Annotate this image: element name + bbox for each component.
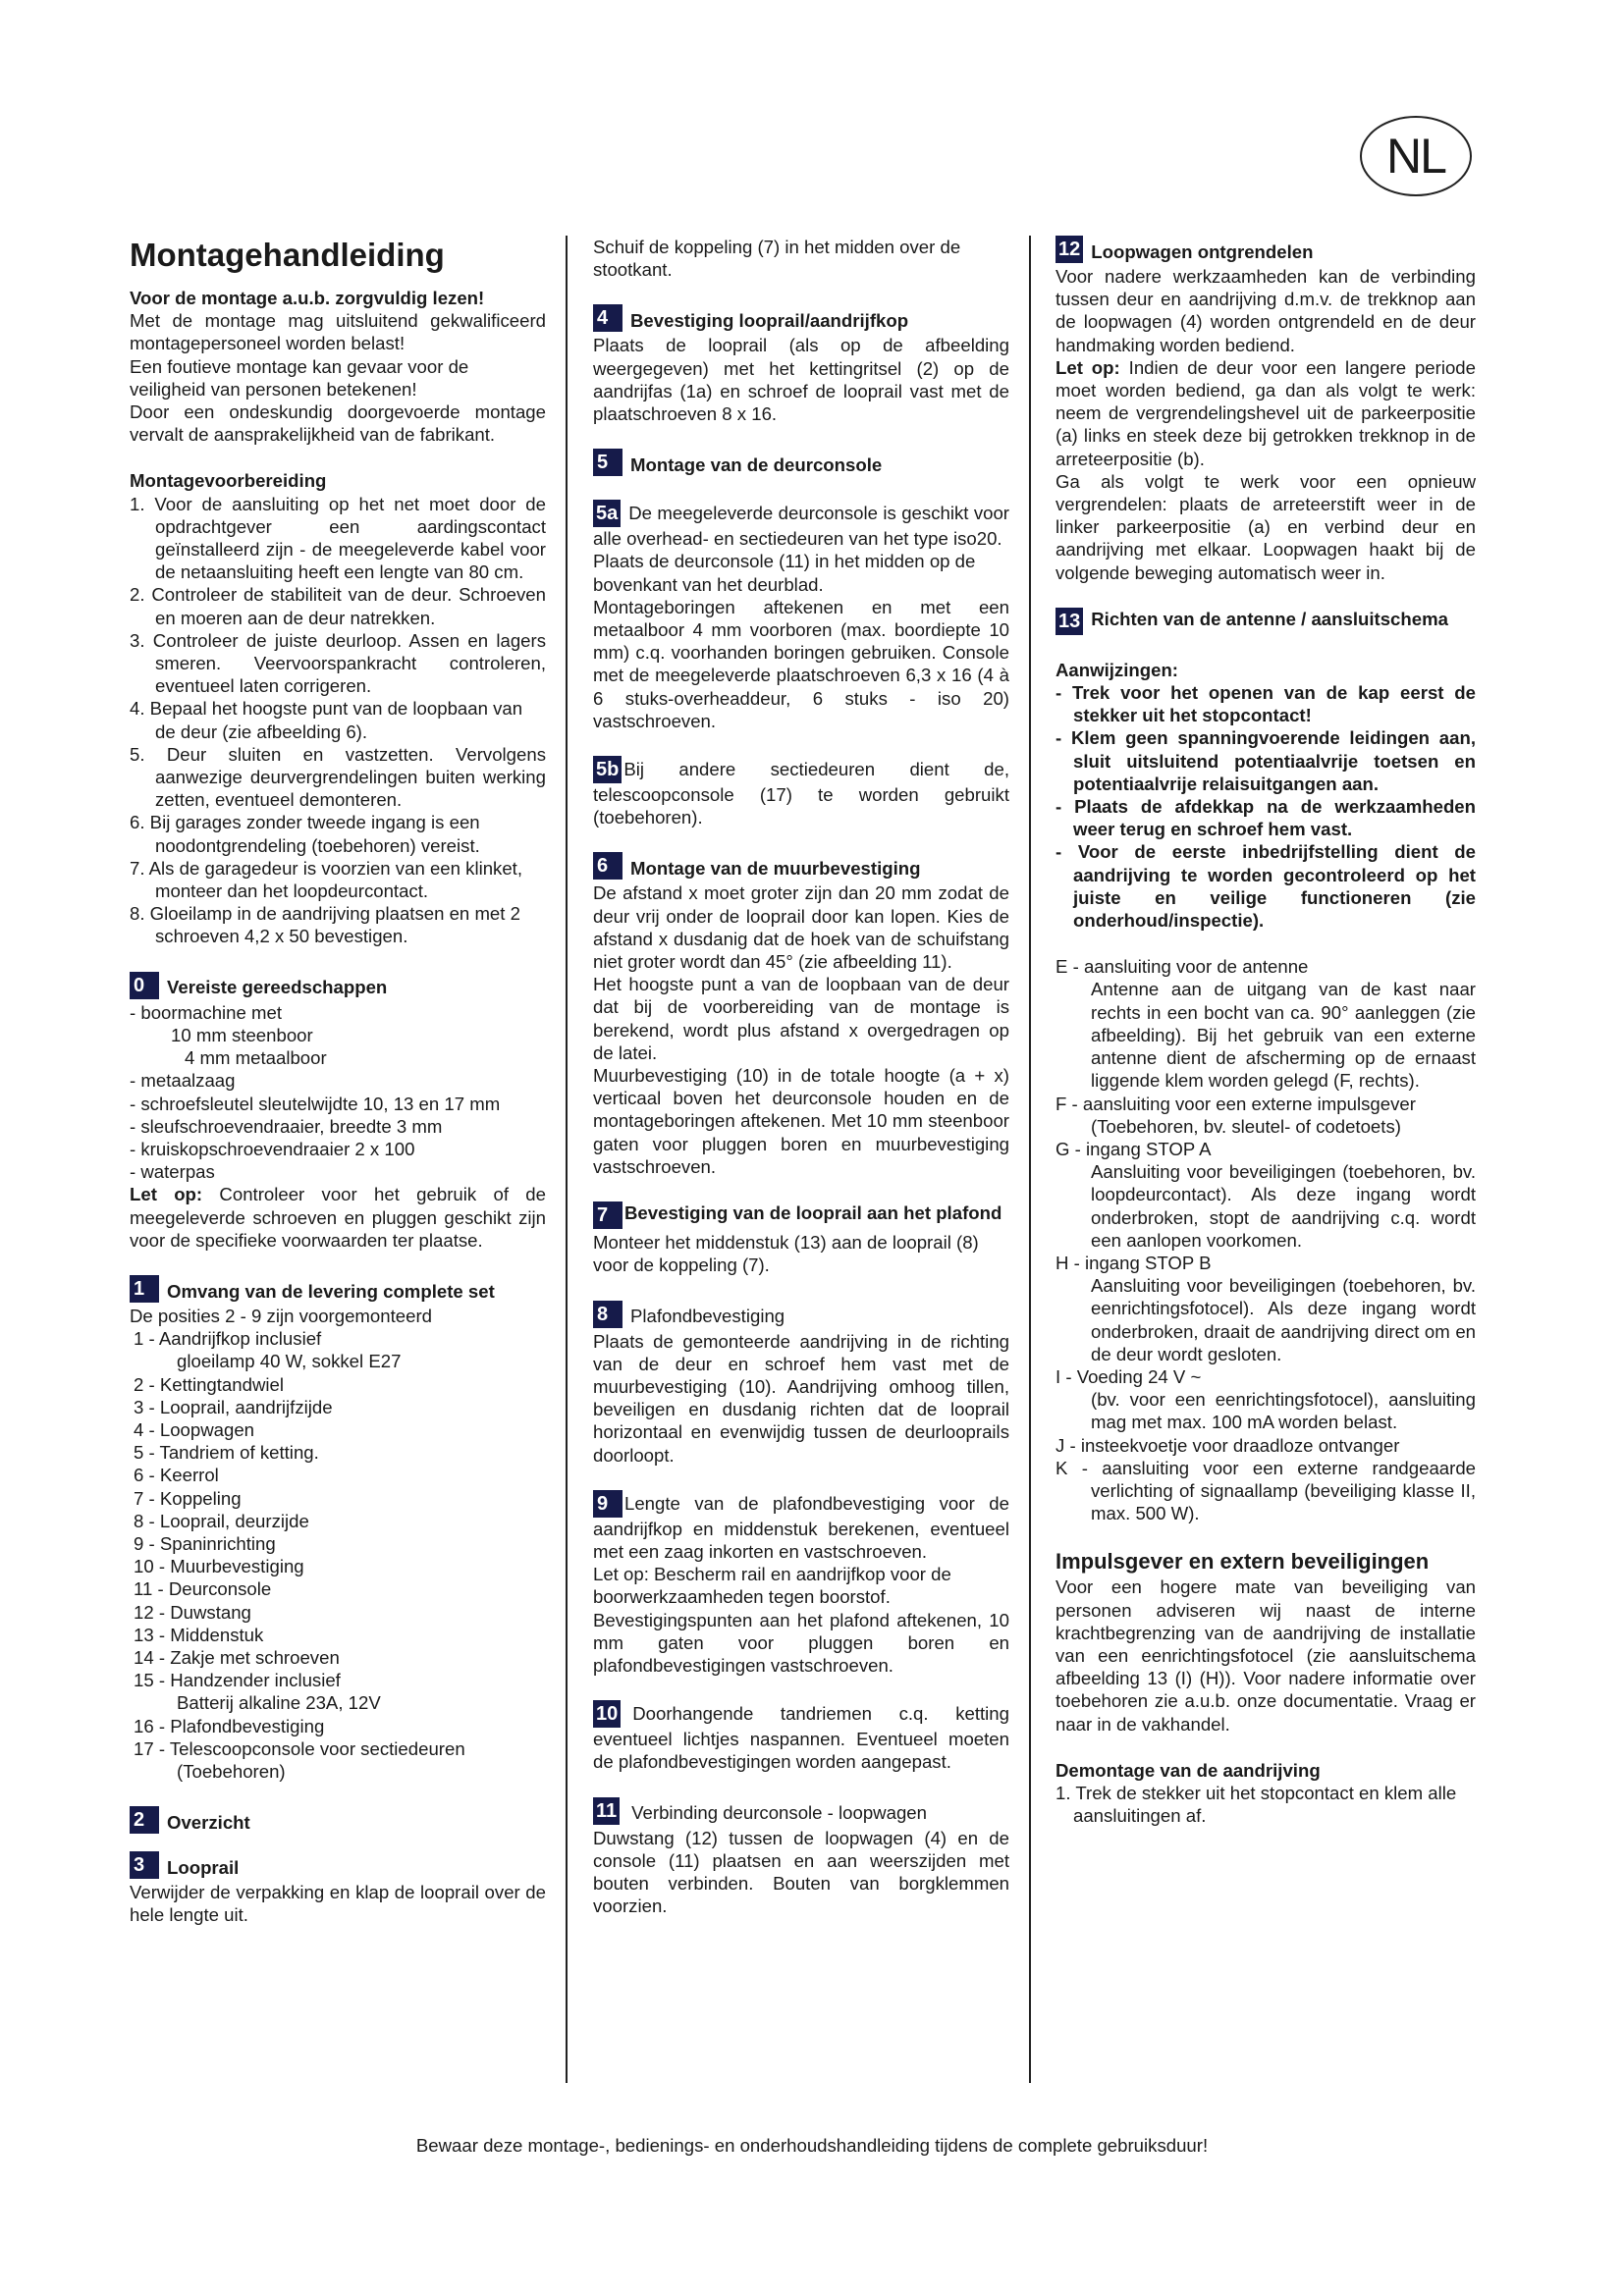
section-number: 4 — [593, 304, 623, 332]
section-number: 1 — [130, 1275, 159, 1303]
section-13 — [1056, 608, 1476, 635]
dismantle-section — [1056, 1759, 1476, 1828]
section-number: 7 — [593, 1201, 623, 1229]
list-item: 4 mm metaalboor — [185, 1047, 327, 1069]
paragraph: De meegeleverde deurconsole is geschikt voor alle overhead- en sectiedeuren van het type iso20. — [593, 503, 1009, 550]
section-title: Aanwijzingen: — [1056, 659, 1178, 680]
ceiling-rail-section — [593, 1201, 1009, 1276]
paragraph: Let op: Bescherm rail en aandrijfkop voor de boorwerkzaamheden tegen boorstof. — [593, 1564, 951, 1608]
list-item: - boormachine met — [130, 1001, 283, 1023]
list-item: - schroefsleutel sleutelwijdte 10, 13 en 17 mm — [130, 1093, 501, 1114]
paragraph: Het hoogste punt a van de loopbaan van de deur dat bij de voorbereiding van de montage is berekend, wordt plus afstand x overgedragen op de latei. — [593, 974, 1009, 1063]
tools-section — [130, 972, 546, 1184]
section-number: 2 — [130, 1806, 159, 1834]
section-title: Richten van de antenne / aansluitschema — [1091, 608, 1448, 629]
list-item: K - aansluiting voor een externe randgeaarde verlichting of signaallamp (beveiliging klasse II, max. 500 W). — [1056, 1457, 1477, 1524]
list-item: 2 - Kettingtandwiel — [134, 1373, 284, 1395]
section-title: Verbinding deurconsole - loopwagen — [631, 1802, 927, 1824]
note-text: Controleer voor het gebruik of de meegeleverde schroeven en pluggen geschikt zijn voor de specifieke voorwaarden ter plaatse. — [130, 1184, 546, 1251]
paragraph: De afstand x moet groter zijn dan 20 mm zodat de deur vrij onder de looprail door kan lopen. Kies de afstand x dusdanig dat de hoek van de schuifstang niet groter wordt dan 45° (zie afbeelding 11). — [593, 882, 1009, 973]
list-item: 10 - Muurbevestiging — [134, 1556, 304, 1577]
list-item: I - Voeding 24 V ~ (bv. voor een eenrichtingsfotocel), aansluiting mag met max. 100 mA worden belast. — [1056, 1365, 1476, 1433]
section-title: Overzicht — [167, 1811, 250, 1833]
paragraph: Lengte van de plafondbevestiging voor de aandrijfkop en middenstuk berekenen, eventueel met een zaag inkorten en vastschroeven. — [593, 1492, 1009, 1562]
section-title: Demontage van de aandrijving — [1056, 1759, 1321, 1781]
warning-title: Voor de montage a.u.b. zorgvuldig lezen! — [130, 288, 485, 308]
section-heading — [593, 852, 1009, 880]
list-item: 13 - Middenstuk — [134, 1624, 264, 1645]
column-1 — [130, 236, 546, 1927]
section-5a — [593, 500, 1009, 732]
rail-section — [130, 1851, 546, 1926]
section-heading — [593, 1301, 1009, 1328]
section-heading — [1056, 608, 1476, 635]
section-heading — [130, 1275, 546, 1303]
list-item: 1. Voor de aansluiting op het net moet door de opdrachtgever een aardingscontact geïnstalleerd zijn - de meegeleverde kabel voor de netaansluiting heeft een lengte van 80 cm. — [130, 493, 546, 583]
term-head: Voeding 24 V ~ — [1076, 1365, 1202, 1387]
list-item: - metaalzaag — [130, 1070, 236, 1092]
section-9 — [593, 1490, 1009, 1677]
term-body: Antenne aan de uitgang van de kast naar rechts in een bocht van ca. 90° aanleggen (zie afbeelding). Bij het gebruik van een externe antenne dient de afscherming op de ernaast liggende klem worden gelegd (F, rechts). — [1091, 979, 1476, 1092]
paragraph: Bij andere sectiedeuren dient de, telescoopconsole (17) te worden gebruikt (toebehoren). — [593, 759, 1009, 828]
term-body: Aansluiting voor beveiligingen (toebehoren, bv. loopdeurcontact). Als deze ingang wordt onderbroken, stopt de aandrijving c.q. wordt een aanlopen voorkomen. — [1091, 1161, 1476, 1251]
list-item: Batterij alkaline 23A, 12V — [177, 1692, 381, 1714]
warning-text: Een foutieve montage kan gevaar voor de veiligheid van personen betekenen! — [130, 355, 469, 400]
list-item: H - ingang STOP B Aansluiting voor beveiligingen (toebehoren, bv. eenrichtingsfotocel). Als deze ingang wordt onderbroken, draait de aandrijving direct om en de deur wordt gesloten. — [1056, 1252, 1476, 1364]
section-text: Verwijder de verpakking en klap de looprail over de hele lengte uit. — [130, 1882, 546, 1926]
section-title: Omvang van de levering complete set — [167, 1280, 495, 1302]
list-item: 14 - Zakje met schroeven — [134, 1646, 340, 1668]
term-body: (Toebehoren, bv. sleutel- of codetoets) — [1091, 1115, 1401, 1137]
wall-mount-section — [593, 852, 1009, 1178]
list-item: 2. Controleer de stabiliteit van de deur. Schroeven en moeren aan de deur natrekken. — [130, 584, 546, 628]
paragraph: Montageboringen aftekenen en met een metaalboor 4 mm voorboren (max. boordiepte 10 mm) c.q. voorhanden boringen gebruiken. Console met de meegeleverde plaatschroeven 6,3 x 16 (4 à 6 stuks-overheaddeur, 6 stuks - iso 20) vastschroeven. — [593, 596, 1009, 731]
list-item: 1 - Aandrijfkop inclusief — [134, 1328, 322, 1350]
term-head: insteekvoetje voor draadloze ontvanger — [1080, 1434, 1400, 1456]
paragraph: Doorhangende tandriemen c.q. ketting eventueel lichtjes naspannen. Eventueel moeten de plafondbevestigingen worden aangepast. — [593, 1703, 1009, 1773]
list-item: 8. Gloeilamp in de aandrijving plaatsen en met 2 schroeven 4,2 x 50 bevestigen. — [130, 903, 520, 947]
section-title: Plafondbevestiging — [630, 1306, 785, 1327]
section-number: 13 — [1056, 608, 1083, 635]
column-2 — [593, 236, 1009, 1917]
section-text: Plaats de gemonteerde aandrijving in de richting van de deur en schroef hem vast met de muurbevestiging (10). Aandrijving omhoog tillen, beveiligen en dusdanig richten dat de looprail horizontaal en evenwijdig tussen de deurlooprails doorloopt. — [593, 1330, 1009, 1466]
list-item: 11 - Deurconsole — [134, 1578, 272, 1600]
list-item: - sleufschroevendraaier, breedte 3 mm — [130, 1115, 443, 1137]
section-number: 5 — [593, 449, 623, 476]
section-title: Bevestiging looprail/aandrijfkop — [630, 310, 909, 332]
term-key: E — [1056, 956, 1068, 978]
tools-list — [130, 1001, 546, 1184]
section-heading — [130, 972, 546, 999]
list-item: - kruiskopschroevendraaier 2 x 100 — [130, 1138, 415, 1159]
section-text: Plaats de looprail (als op de afbeelding weergegeven) met het kettingritsel (2) op de aandrijfas (1a) en schroef de looprail vast met de plaatschroeven 8 x 16. — [593, 335, 1009, 425]
section-number: 5b — [593, 756, 622, 783]
list-item: 3. Controleer de juiste deurloop. Assen en lagers smeren. Veervoorspankracht controleren, eventueel laten corrigeren. — [130, 629, 546, 697]
term-head: ingang STOP B — [1084, 1252, 1212, 1273]
section-title: Looprail — [167, 1856, 240, 1878]
section-12 — [1056, 236, 1476, 584]
section-heading — [593, 1797, 1009, 1825]
term-head: aansluiting voor de antenne — [1083, 956, 1309, 978]
section-title: Montagevoorbereiding — [130, 470, 327, 492]
column-3 — [1056, 236, 1476, 1827]
list-item: 4. Bepaal het hoogste punt van de loopbaan van de deur (zie afbeelding 6). — [130, 698, 523, 742]
section-text: Schuif de koppeling (7) in het midden over de stootkant. — [593, 237, 961, 281]
term-body: Aansluiting voor beveiligingen (toebehoren, bv. eenrichtingsfotocel). Als deze ingang wordt onderbroken, draait de aandrijving direct om en de deur wordt gesloten. — [1091, 1275, 1476, 1364]
paragraph: Muurbevestiging (10) in de totale hoogte (a + x) verticaal boven het deurconsole houden en de montageboringen aftekenen. Met 10 mm steenboor gaten voor pluggen boren en muurbevestiging vastschroeven. — [593, 1065, 1009, 1177]
section-text: Monteer het middenstuk (13) aan de looprail (8) voor de koppeling (7). — [593, 1232, 979, 1276]
list-item: 12 - Duwstang — [134, 1601, 251, 1623]
impulse-section — [1056, 1548, 1476, 1735]
section-text — [593, 1700, 1009, 1773]
term-head: ingang STOP A — [1086, 1138, 1212, 1159]
language-badge: NL — [1360, 116, 1472, 196]
section-heading — [130, 1851, 546, 1879]
section-number: 6 — [593, 852, 623, 880]
section-number: 5a — [593, 500, 621, 527]
term-key: F — [1056, 1093, 1067, 1114]
section-text: Duwstang (12) tussen de loopwagen (4) en de console (11) plaatsen en aan weerszijden met bouten verbinden. Bouten van borgklemmen voorzien. — [593, 1827, 1009, 1917]
section-number: 3 — [130, 1851, 159, 1879]
section-title: Impulsgever en extern beveiligingen — [1056, 1549, 1430, 1575]
note-label: Let op: — [130, 1184, 203, 1205]
term-key: H — [1056, 1252, 1069, 1273]
parts-list — [130, 1327, 546, 1783]
list-item: 5 - Tandriem of ketting. — [134, 1442, 319, 1464]
section-number: 11 — [593, 1797, 620, 1825]
section-number: 9 — [593, 1490, 623, 1518]
list-item: 3 - Looprail, aandrijfzijde — [134, 1396, 333, 1417]
warning-text: Door een ondeskundig doorgevoerde montage vervalt de aansprakelijkheid van de fabrikant. — [130, 401, 546, 446]
section-heading — [593, 449, 1009, 476]
overview-section — [130, 1806, 546, 1834]
list-item: 9 - Spaninrichting — [134, 1532, 276, 1554]
section-11 — [593, 1797, 1009, 1918]
term-key: G — [1056, 1138, 1070, 1159]
section-title: Vereiste gereedschappen — [167, 977, 388, 998]
prep-section — [130, 469, 546, 947]
list-item: - waterpas — [130, 1161, 215, 1183]
hints-section — [1056, 659, 1476, 932]
note-text: Indien de deur voor een langere periode moet worden bediend, ga dan als volgt te werk: neem de vergrendelingshevel uit de parkeerpositie (a) links en steek deze bij getrokken trekknop in de arreteerpositie (b). — [1056, 356, 1476, 469]
list-item: 16 - Plafondbevestiging — [134, 1715, 325, 1736]
warning-text: Met de montage mag uitsluitend gekwalificeerd montagepersoneel worden belast! — [130, 310, 546, 354]
section-heading — [1056, 236, 1476, 263]
section-heading — [130, 1806, 546, 1834]
list-item: E - aansluiting voor de antenne Antenne aan de uitgang van de kast naar rechts in een bocht van ca. 90° aanleggen (zie afbeelding). Bij het gebruik van een externe antenne dient de afscherming op de ernaast liggende klem worden gelegd (F, rechts). — [1056, 956, 1476, 1092]
section-title: Bevestiging van de looprail aan het plafond — [624, 1202, 1002, 1224]
list-item: gloeilamp 40 W, sokkel E27 — [177, 1351, 402, 1372]
term-head: aansluiting voor een externe impulsgever — [1082, 1093, 1416, 1114]
list-item: 10 mm steenboor — [171, 1024, 313, 1045]
footer-note: Bewaar deze montage-, bedienings- en onderhoudshandleiding tijdens de complete gebruiksduur! — [415, 2135, 1209, 2156]
door-console-section — [593, 449, 1009, 476]
delivery-section — [130, 1275, 546, 1783]
list-item: 4 - Loopwagen — [134, 1418, 255, 1440]
section-text — [593, 500, 1009, 550]
list-item: - Klem geen spanningvoerende leidingen aan, sluit uitsluitend potentiaalvrije toetsen en potentiaalvrije relaisuitgangen aan. — [1056, 727, 1476, 794]
section-heading — [593, 1201, 1009, 1229]
section-text: Voor nadere werkzaamheden kan de verbinding tussen deur en aandrijving d.m.v. de trekknop aan de loopwagen (4) worden ontgrendeld en de deur handmaking worden bediend. — [1056, 266, 1476, 355]
note — [130, 1183, 546, 1252]
section-title: Montage van de deurconsole — [630, 454, 883, 476]
list-item: 15 - Handzender inclusief — [134, 1670, 341, 1691]
list-item: 17 - Telescoopconsole voor sectiedeuren — [134, 1737, 465, 1759]
note — [1056, 356, 1476, 470]
list-item: F - aansluiting voor een externe impulsgever (Toebehoren, bv. sleutel- of codetoets) — [1056, 1093, 1476, 1138]
section-text: 1. Trek de stekker uit het stopcontact en klem alle aansluitingen af. — [1056, 1782, 1457, 1827]
section-text — [593, 756, 1009, 828]
prep-list — [130, 493, 546, 948]
list-item: G - ingang STOP A Aansluiting voor beveiligingen (toebehoren, bv. loopdeurcontact). Als deze ingang wordt onderbroken, stopt de aandrijving c.q. wordt een aanlopen voorkomen. — [1056, 1138, 1476, 1251]
paragraph: Bevestigingspunten aan het plafond aftekenen, 10 mm gaten voor pluggen boren en plafondbevestigingen vastschroeven. — [593, 1609, 1009, 1676]
note-label: Let op: — [1056, 356, 1120, 378]
term-body: (bv. voor een eenrichtingsfotocel), aansluiting mag met max. 100 mA worden belast. — [1091, 1389, 1476, 1433]
section-text: De posities 2 - 9 zijn voorgemonteerd — [130, 1305, 432, 1326]
section-heading — [593, 304, 1009, 332]
section-number: 0 — [130, 972, 159, 999]
list-item: 7. Als de garagedeur is voorzien van een klinket, monteer dan het loopdeurcontact. — [130, 857, 523, 902]
list-item: 6 - Keerrol — [134, 1465, 219, 1486]
hints-list — [1056, 681, 1476, 932]
list-item: 6. Bij garages zonder tweede ingang is een noodontgrendeling (toebehoren) vereist. — [130, 812, 480, 856]
section-number: 10 — [593, 1700, 621, 1728]
term-head: aansluiting voor een externe randgeaarde verlichting of signaallamp (beveiliging klasse II, max. 500 W). — [1091, 1457, 1477, 1524]
section-text: Voor een hogere mate van beveiliging van personen adviseren wij naast de interne krachtbegrenzing van de aandrijving de installatie van een eenrichtingsfotocel (zie aansluitschema afbeelding 13 (I) (H)). Voor nadere informatie over toebehoren zie a.u.b. onze documentatie. Vraag er naar in de vakhandel. — [1056, 1576, 1476, 1735]
term-key: I — [1056, 1365, 1061, 1387]
term-key: J — [1056, 1434, 1065, 1456]
list-item: J - insteekvoetje voor draadloze ontvanger — [1056, 1434, 1400, 1456]
section-number: 12 — [1056, 236, 1083, 263]
term-key: K — [1056, 1457, 1068, 1478]
rail-mount-section — [593, 304, 1009, 425]
column-divider — [566, 236, 568, 2083]
list-item: 7 - Koppeling — [134, 1487, 242, 1509]
list-item: 5. Deur sluiten en vastzetten. Vervolgens aanwezige deurvergrendelingen buiten werking zetten, eventueel demonteren. — [130, 743, 546, 811]
section-text: Ga als volgt te werk voor een opnieuw vergrendelen: plaats de arreteerstift weer in de linker parkeerpositie (a) en verbind deur en aandrijving met elkaar. Loopwagen haakt bij de volgende beweging automatisch weer in. — [1056, 470, 1476, 583]
section-10 — [593, 1700, 1009, 1773]
section-title: Loopwagen ontgrendelen — [1091, 240, 1314, 262]
paragraph: Plaats de deurconsole (11) in het midden op de bovenkant van het deurblad. — [593, 551, 976, 595]
section-number: 8 — [593, 1301, 623, 1328]
column-divider — [1029, 236, 1031, 2083]
section-5b — [593, 756, 1009, 828]
list-item: - Trek voor het openen van de kap eerst de stekker uit het stopcontact! — [1056, 682, 1476, 726]
ceiling-mount-section — [593, 1301, 1009, 1467]
page-title: Montagehandleiding — [130, 237, 445, 273]
list-item: (Toebehoren) — [177, 1760, 286, 1782]
section-text — [593, 1490, 1009, 1563]
terminal-list — [1056, 955, 1476, 1524]
list-item: - Plaats de afdekkap na de werkzaamheden weer terug en schroef hem vast. — [1056, 796, 1476, 840]
list-item: - Voor de eerste inbedrijfstelling dient de aandrijving te worden gecontroleerd op het juiste en veilige functioneren (zie onderhoud/inspectie). — [1056, 841, 1476, 932]
list-item: 8 - Looprail, deurzijde — [134, 1510, 309, 1531]
section-title: Montage van de muurbevestiging — [630, 858, 921, 880]
